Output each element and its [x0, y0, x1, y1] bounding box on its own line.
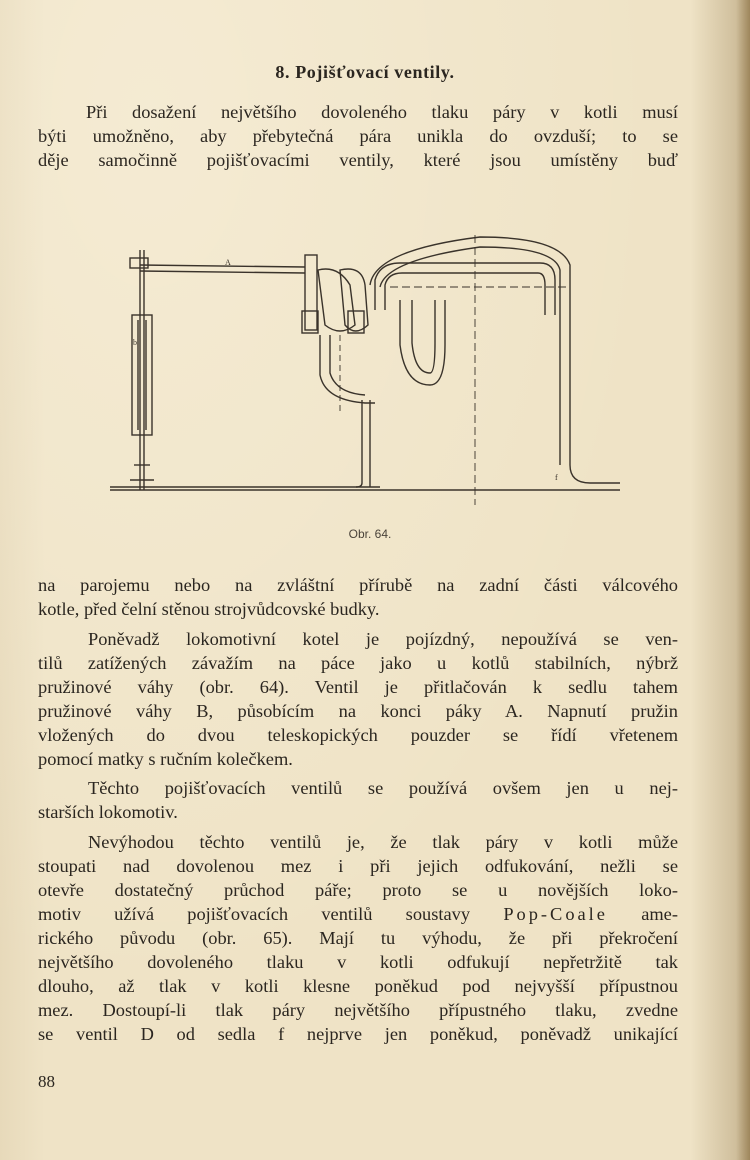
page-number: 88 [38, 1072, 55, 1091]
label-f: f [555, 473, 558, 482]
lever-end [130, 258, 148, 268]
section-heading: 8. Pojišťovací ventily. [275, 62, 455, 82]
text-line: kotle, před čelní stěnou strojvůdcovské budky. [38, 599, 380, 619]
text-line: stoupati nad dovolenou mez i při jejich odfukování, nežli se [38, 856, 678, 876]
pipe-outer [375, 263, 555, 315]
text-line: tilů zatížených závažím na páce jako u kotlů stabilních, nýbrž [38, 653, 678, 673]
text-line: na parojemu nebo na zvláštní přírubě na zadní části válcového [38, 575, 678, 595]
lever-arm [140, 265, 305, 267]
text-line: vložených do dvou teleskopických pouzder se řídí vřetenem [38, 725, 678, 745]
text-line: dlouho, až tlak v kotli klesne poněkud pod nejvyšší přípustnou [38, 976, 678, 996]
text-line: Těchto pojišťovacích ventilů se používá ovšem jen u nej- [88, 778, 678, 798]
text-line: mez. Dostoupí-li tlak páry největšího přípustného tlaku, zvedne [38, 1000, 678, 1020]
text-line: Poněvadž lokomotivní kotel je pojízdný, nepoužívá se ven- [88, 629, 678, 649]
text-line: pružinové váhy B, působícím na konci páky A. Napnutí pružin [38, 701, 678, 721]
text-line: děje samočinně pojišťovacími ventily, které jsou umístěny buď [38, 150, 678, 170]
valve-body-left [318, 269, 355, 331]
text-line: se ventil D od sedla f nejprve jen poněkud, poněvadž unikající [38, 1024, 678, 1044]
valve-pillar [305, 255, 317, 330]
down-pipe [356, 400, 362, 487]
text-line [38, 902, 678, 926]
valve-seat-curve-inner [330, 335, 365, 395]
text-segment: motiv užívá pojišťovacích ventilů soustavy [38, 904, 471, 924]
label-a: A [225, 258, 231, 267]
paragraph-4 [38, 830, 678, 1046]
safety-valve-figure [100, 225, 640, 525]
system-name: Pop-Coale [503, 904, 608, 924]
lever-arm-lower [140, 271, 305, 273]
intro-paragraph [38, 100, 678, 172]
text-line: starších lokomotiv. [38, 802, 178, 822]
paragraph-3 [38, 776, 678, 824]
paragraph-1 [38, 573, 678, 621]
text-segment: ame- [641, 904, 678, 924]
pipe-inner [385, 273, 545, 315]
paragraph-2 [38, 627, 678, 771]
label-b: b [133, 338, 137, 347]
text-line: Při dosažení největšího dovoleného tlaku páry v kotli musí [86, 102, 678, 122]
page-edge-shadow [736, 0, 750, 1160]
spring-tube [132, 315, 152, 435]
text-line: Nevýhodou těchto ventilů je, že tlak páry v kotli může [88, 832, 678, 852]
valve-seat-curve [320, 335, 375, 403]
u-pipe-outer [400, 300, 445, 385]
dome-inner [380, 247, 560, 465]
text-line: pomocí matky s ručním kolečkem. [38, 749, 293, 769]
text-line: otevře dostatečný průchod páře; proto se u novějších loko- [38, 880, 678, 900]
u-pipe-inner [412, 300, 435, 373]
text-line: největšího dovoleného tlaku v kotli odfukují nepřetržitě tak [38, 952, 678, 972]
dome-outer [370, 237, 620, 483]
text-line: býti umožněno, aby přebytečná pára unikla do ovzduší; to se [38, 126, 678, 146]
text-line: pružinové váhy (obr. 64). Ventil je přitlačován k sedlu tahem [38, 677, 678, 697]
text-line: rického původu (obr. 65). Mají tu výhodu, že při překročení [38, 928, 678, 948]
figure-caption: Obr. 64. [348, 527, 392, 541]
